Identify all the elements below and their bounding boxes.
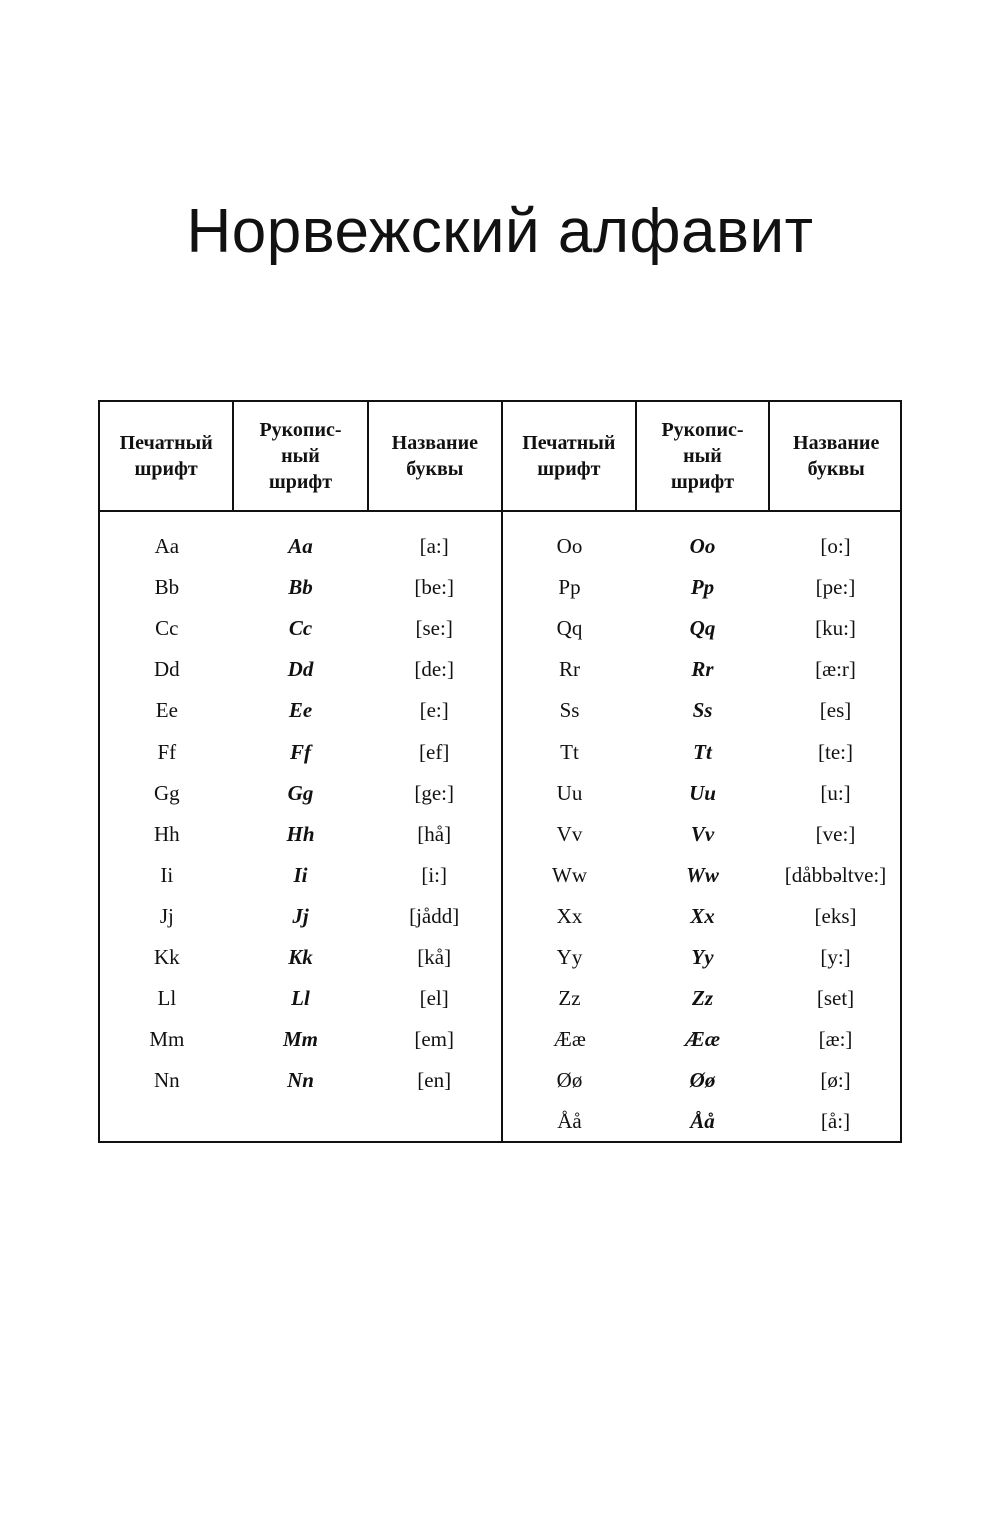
printed-letter: Ww bbox=[552, 862, 587, 887]
printed-letter: Vv bbox=[556, 821, 583, 846]
table-row bbox=[503, 608, 902, 649]
handwritten-letter: Mm bbox=[283, 1027, 319, 1052]
table-row bbox=[100, 526, 501, 567]
printed-letter: Dd bbox=[154, 657, 180, 682]
printed-letter: Ee bbox=[155, 698, 178, 723]
page-title: Норвежский алфавит bbox=[186, 197, 814, 266]
table-row bbox=[503, 855, 902, 896]
letter-name: [te:] bbox=[818, 739, 853, 764]
letter-name: [hå] bbox=[417, 821, 452, 846]
handwritten-letter: Bb bbox=[288, 575, 313, 600]
handwritten-letter: Dd bbox=[287, 657, 314, 682]
table-row bbox=[100, 978, 501, 1019]
table-row bbox=[503, 937, 902, 978]
handwritten-letter: Tt bbox=[693, 739, 712, 764]
printed-letter: Øø bbox=[556, 1068, 583, 1093]
header-handwritten: Рукопис- ный шрифт bbox=[232, 402, 366, 510]
printed-letter: Kk bbox=[154, 944, 180, 969]
letter-name: [æ:] bbox=[818, 1027, 853, 1052]
header-handwritten: Рукопис- ный шрифт bbox=[635, 402, 769, 510]
printed-letter: Zz bbox=[558, 986, 581, 1011]
letter-name: [o:] bbox=[820, 534, 851, 559]
printed-letter: Bb bbox=[154, 575, 180, 600]
table-header-right bbox=[503, 402, 902, 512]
handwritten-letter: Nn bbox=[287, 1068, 314, 1093]
handwritten-letter: Qq bbox=[689, 616, 716, 641]
printed-letter: Tt bbox=[560, 739, 579, 764]
printed-letter: Jj bbox=[159, 903, 174, 928]
table-row bbox=[100, 814, 501, 855]
table-row bbox=[503, 814, 902, 855]
handwritten-letter: Ii bbox=[293, 862, 308, 887]
handwritten-letter: Pp bbox=[690, 575, 715, 600]
handwritten-letter: Jj bbox=[292, 903, 309, 928]
printed-letter: Uu bbox=[556, 780, 583, 805]
table-row bbox=[100, 567, 501, 608]
handwritten-letter: Yy bbox=[691, 944, 714, 969]
table-row bbox=[100, 1060, 501, 1101]
printed-letter: Ll bbox=[157, 986, 177, 1011]
alphabet-table bbox=[98, 400, 902, 1143]
handwritten-letter: Oo bbox=[689, 534, 716, 559]
letter-name: [y:] bbox=[820, 944, 851, 969]
table-row bbox=[100, 937, 501, 978]
letter-name: [be:] bbox=[414, 575, 454, 600]
printed-letter: Nn bbox=[154, 1068, 180, 1093]
handwritten-letter: Ee bbox=[288, 698, 313, 723]
handwritten-letter: Rr bbox=[691, 657, 714, 682]
table-row bbox=[503, 526, 902, 567]
printed-letter: Xx bbox=[556, 903, 583, 928]
table-row bbox=[100, 731, 501, 772]
handwritten-letter: Ff bbox=[290, 739, 311, 764]
printed-letter: Aa bbox=[154, 534, 180, 559]
table-row bbox=[100, 608, 501, 649]
printed-letter: Yy bbox=[556, 944, 583, 969]
alphabet-table-left bbox=[100, 402, 503, 1141]
handwritten-letter: Åå bbox=[690, 1109, 715, 1134]
printed-letter: Hh bbox=[154, 821, 180, 846]
table-row bbox=[503, 567, 902, 608]
letter-name: [de:] bbox=[414, 657, 454, 682]
letter-name: [set] bbox=[816, 986, 855, 1011]
letter-name: [el] bbox=[419, 986, 449, 1011]
letter-name: [ø:] bbox=[820, 1068, 851, 1093]
handwritten-letter: Gg bbox=[287, 780, 314, 805]
letter-name: [en] bbox=[417, 1068, 452, 1093]
handwritten-letter: Ææ bbox=[685, 1027, 720, 1052]
alphabet-table-right bbox=[503, 402, 902, 1141]
handwritten-letter: Ww bbox=[686, 862, 719, 887]
table-body-left bbox=[100, 526, 501, 1101]
printed-letter: Gg bbox=[154, 780, 180, 805]
letter-name: [å:] bbox=[820, 1109, 851, 1134]
table-row bbox=[503, 1101, 902, 1142]
printed-letter: Åå bbox=[557, 1109, 582, 1134]
letter-name: [e:] bbox=[419, 698, 449, 723]
printed-letter: Ff bbox=[157, 739, 177, 764]
printed-letter: Ææ bbox=[553, 1027, 586, 1052]
table-row bbox=[503, 896, 902, 937]
table-row bbox=[503, 649, 902, 690]
table-row bbox=[503, 690, 902, 731]
table-row bbox=[100, 1019, 501, 1060]
letter-name: [ef] bbox=[419, 739, 450, 764]
table-row bbox=[503, 731, 902, 772]
handwritten-letter: Øø bbox=[689, 1068, 716, 1093]
header-printed: Печатный шрифт bbox=[119, 432, 213, 480]
table-row bbox=[503, 1060, 902, 1101]
letter-name: [a:] bbox=[419, 534, 449, 559]
letter-name: [æ:r] bbox=[815, 657, 856, 682]
letter-name: [dåbbəltve:] bbox=[784, 862, 887, 887]
letter-name: [em] bbox=[414, 1027, 454, 1052]
letter-name: [eks] bbox=[814, 903, 857, 928]
printed-letter: Qq bbox=[556, 616, 583, 641]
printed-letter: Mm bbox=[149, 1027, 185, 1052]
table-row bbox=[503, 978, 902, 1019]
letter-name: [se:] bbox=[415, 616, 453, 641]
handwritten-letter: Uu bbox=[689, 780, 716, 805]
letter-name: [ve:] bbox=[815, 821, 856, 846]
letter-name: [ge:] bbox=[414, 780, 454, 805]
handwritten-letter: Kk bbox=[288, 944, 313, 969]
handwritten-letter: Vv bbox=[690, 821, 715, 846]
table-row bbox=[503, 773, 902, 814]
printed-letter: Ss bbox=[559, 698, 580, 723]
printed-letter: Cc bbox=[155, 616, 179, 641]
handwritten-letter: Xx bbox=[690, 903, 715, 928]
handwritten-letter: Ll bbox=[291, 986, 310, 1011]
letter-name: [i:] bbox=[421, 862, 447, 887]
table-header-left bbox=[100, 402, 501, 512]
printed-letter: Ii bbox=[160, 862, 174, 887]
handwritten-letter: Zz bbox=[692, 986, 713, 1011]
table-body-right bbox=[503, 526, 902, 1142]
table-row bbox=[100, 855, 501, 896]
handwritten-letter: Ss bbox=[692, 698, 713, 723]
table-row bbox=[100, 773, 501, 814]
printed-letter: Oo bbox=[556, 534, 583, 559]
header-letter-name: Название буквы bbox=[768, 402, 902, 510]
letter-name: [es] bbox=[819, 698, 852, 723]
table-row bbox=[100, 649, 501, 690]
letter-name: [ku:] bbox=[815, 616, 856, 641]
header-printed: Печатный шрифт bbox=[522, 432, 616, 480]
letter-name: [pe:] bbox=[815, 575, 856, 600]
handwritten-letter: Cc bbox=[288, 616, 313, 641]
letter-name: [u:] bbox=[820, 780, 851, 805]
table-row bbox=[100, 690, 501, 731]
table-row bbox=[100, 896, 501, 937]
letter-name: [kå] bbox=[417, 944, 452, 969]
table-row bbox=[503, 1019, 902, 1060]
letter-name: [jådd] bbox=[409, 903, 460, 928]
handwritten-letter: Hh bbox=[286, 821, 315, 846]
handwritten-letter: Aa bbox=[288, 534, 313, 559]
printed-letter: Rr bbox=[559, 657, 580, 682]
header-letter-name: Название буквы bbox=[367, 402, 501, 510]
printed-letter: Pp bbox=[558, 575, 581, 600]
